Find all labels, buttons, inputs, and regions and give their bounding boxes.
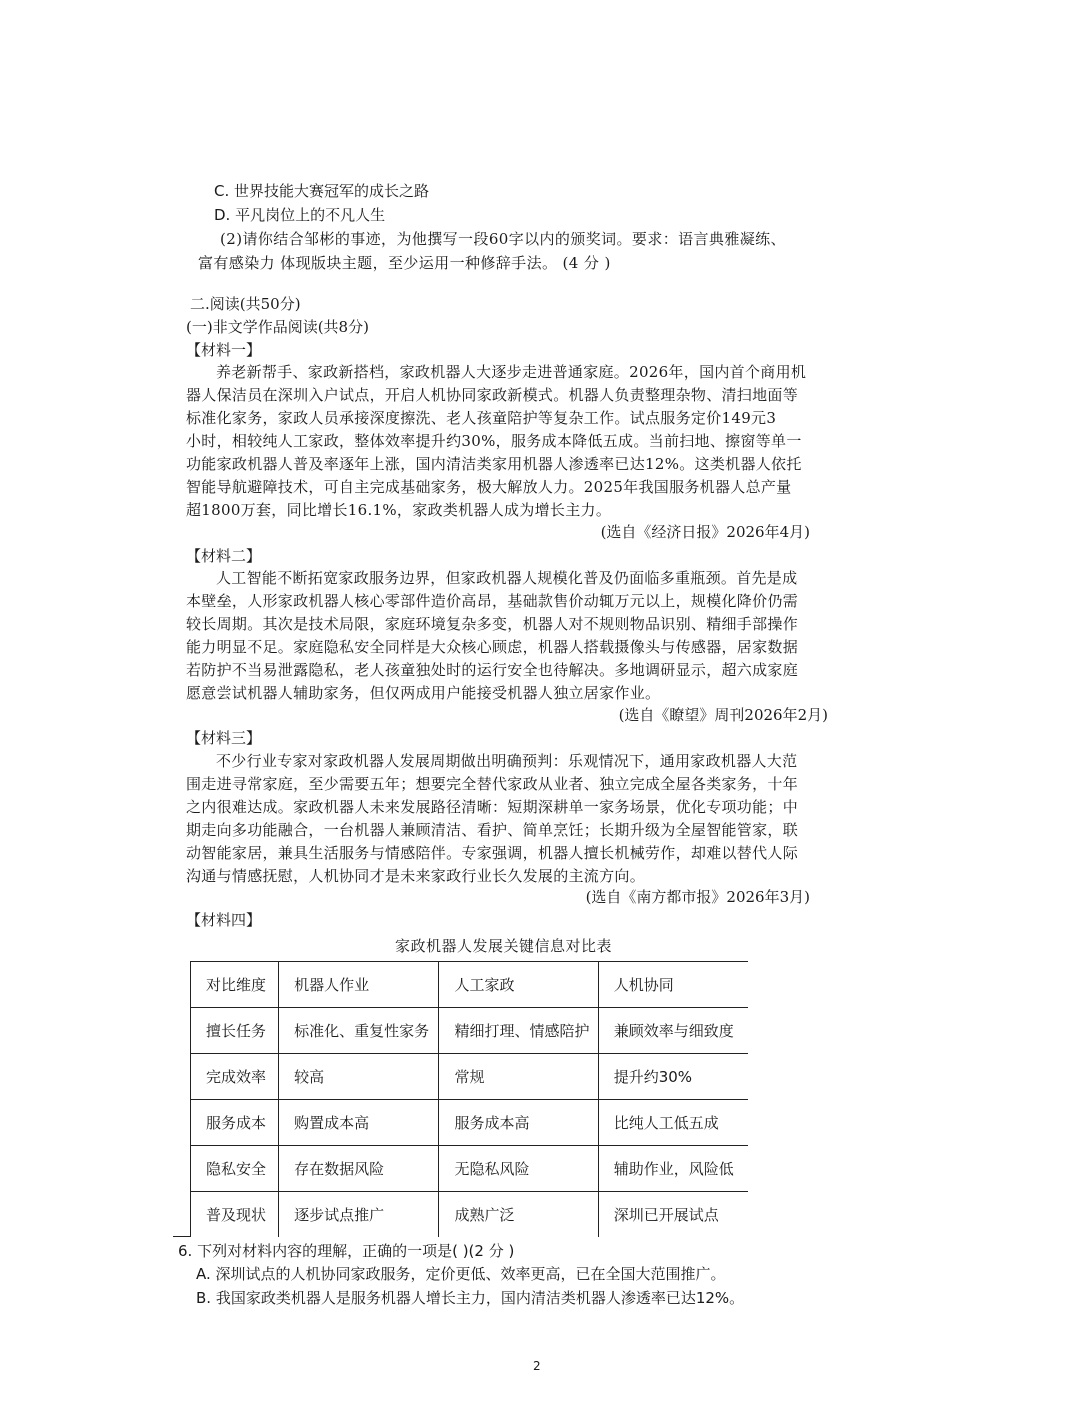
option-c: C. 世界技能大赛冠军的成长之路 (214, 182, 430, 200)
table-row (191, 1008, 749, 1054)
table-cell: 存在数据风险 (279, 1146, 439, 1192)
comparison-table (190, 961, 748, 1237)
table-header-cell: 对比维度 (191, 962, 279, 1008)
table-corner-line (173, 1236, 191, 1237)
table-cell: 深圳已开展试点 (598, 1192, 748, 1238)
table-header-row (191, 962, 749, 1008)
table-cell: 无隐私风险 (439, 1146, 598, 1192)
material-1-line: 功能家政机器人普及率逐年上涨，国内清洁类家用机器人渗透率已达12%。这类机器人依托 (186, 455, 802, 473)
material-4-label: 【材料四】 (186, 911, 262, 929)
table-cell: 成熟广泛 (439, 1192, 598, 1238)
material-2-line: 较长周期。其次是技术局限，家庭环境复杂多变，机器人对不规则物品识别、精细手部操作 (186, 615, 799, 633)
material-2-source: (选自《瞭望》周刊2026年2月) (618, 706, 828, 724)
material-1-line: 养老新帮手、家政新搭档，家政机器人大逐步走进普通家庭。2026年，国内首个商用机 (216, 363, 807, 381)
table-cell: 隐私安全 (191, 1146, 279, 1192)
material-3-line: 期走向多功能融合，一台机器人兼顾清洁、看护、简单烹饪；长期升级为全屋智能管家，联 (186, 821, 799, 839)
material-2-paragraph (186, 567, 836, 705)
table-cell: 常规 (439, 1054, 598, 1100)
material-1-paragraph (186, 361, 836, 522)
table-cell: 购置成本高 (279, 1100, 439, 1146)
table-cell: 精细打理、情感陪护 (439, 1008, 598, 1054)
table-cell: 比纯人工低五成 (598, 1100, 748, 1146)
material-2-line: 若防护不当易泄露隐私，老人孩童独处时的运行安全也待解决。多地调研显示，超六成家庭 (186, 661, 799, 679)
table-cell: 普及现状 (191, 1192, 279, 1238)
option-d: D. 平凡岗位上的不凡人生 (214, 206, 386, 224)
question-2-line-1: (2)请你结合邹彬的事迹，为他撰写一段60字以内的颁奖词。要求：语言典雅凝练、 (220, 230, 786, 248)
material-2-line: 愿意尝试机器人辅助家务，但仅两成用户能接受机器人独立居家作业。 (186, 684, 661, 702)
material-2-line: 人工智能不断拓宽家政服务边界，但家政机器人规模化普及仍面临多重瓶颈。首先是成 (216, 569, 798, 587)
material-2-label: 【材料二】 (186, 547, 262, 565)
table-cell: 完成效率 (191, 1054, 279, 1100)
table-cell: 逐步试点推广 (279, 1192, 439, 1238)
material-3-line: 沟通与情感抚慰，人机协同才是未来家政行业长久发展的主流方向。 (186, 867, 646, 885)
material-1-line: 标准化家务，家政人员承接深度擦洗、老人孩童陪护等复杂工作。试点服务定价149元3 (186, 409, 777, 427)
table-row (191, 1054, 749, 1100)
material-1-line: 超1800万套，同比增长16.1%，家政类机器人成为增长主力。 (186, 501, 612, 519)
material-3-line: 动智能家居，兼具生活服务与情感陪伴。专家强调，机器人擅长机械劳作，却难以替代人际 (186, 844, 799, 862)
material-3-line: 不少行业专家对家政机器人发展周期做出明确预判：乐观情况下，通用家政机器人大范 (216, 752, 798, 770)
material-3-paragraph (186, 750, 836, 888)
table-cell: 服务成本 (191, 1100, 279, 1146)
question-6-stem: 6. 下列对材料内容的理解，正确的一项是( )(2 分 ) (178, 1242, 515, 1260)
material-2-line: 能力明显不足。家庭隐私安全同样是大众核心顾虑，机器人搭载摄像头与传感器，居家数据 (186, 638, 799, 656)
material-3-line: 围走进寻常家庭，至少需要五年；想要完全替代家政从业者、独立完成全屋各类家务，十年 (186, 775, 799, 793)
material-2-line: 本壁垒，人形家政机器人核心零部件造价高昂，基础款售价动辄万元以上，规模化降价仍需 (186, 592, 799, 610)
section-subtitle: (一)非文学作品阅读(共8分) (186, 318, 369, 336)
material-3-line: 之内很难达成。家政机器人未来发展路径清晰：短期深耕单一家务场景，优化专项功能；中 (186, 798, 799, 816)
table-cell: 较高 (279, 1054, 439, 1100)
table-cell: 辅助作业，风险低 (598, 1146, 748, 1192)
table-cell: 兼顾效率与细致度 (598, 1008, 748, 1054)
table-header-cell: 人工家政 (439, 962, 598, 1008)
table-row (191, 1192, 749, 1238)
table-cell: 服务成本高 (439, 1100, 598, 1146)
table-cell: 标准化、重复性家务 (279, 1008, 439, 1054)
question-2-line-2: 富有感染力 体现版块主题，至少运用一种修辞手法。 (4 分 ) (198, 254, 611, 272)
table-header-cell: 机器人作业 (279, 962, 439, 1008)
section-title: 二.阅读(共50分) (190, 295, 301, 313)
material-1-label: 【材料一】 (186, 341, 262, 359)
material-1-line: 小时，相较纯人工家政，整体效率提升约30%，服务成本降低五成。当前扫地、擦窗等单一 (186, 432, 802, 450)
table-title: 家政机器人发展关键信息对比表 (395, 937, 613, 955)
material-1-line: 智能导航避障技术，可自主完成基础家务，极大解放人力。2025年我国服务机器人总产量 (186, 478, 792, 496)
question-6-option-a: A. 深圳试点的人机协同家政服务，定价更低、效率更高，已在全国大范围推广。 (196, 1265, 726, 1283)
table-row (191, 1146, 749, 1192)
material-3-source: (选自《南方都市报》2026年3月) (585, 888, 810, 906)
material-1-source: (选自《经济日报》2026年4月) (600, 523, 810, 541)
table-cell: 擅长任务 (191, 1008, 279, 1054)
question-6-option-b: B. 我国家政类机器人是服务机器人增长主力，国内清洁类机器人渗透率已达12%。 (196, 1289, 745, 1307)
page-number: 2 (533, 1359, 541, 1373)
table-cell: 提升约30% (598, 1054, 748, 1100)
table-row (191, 1100, 749, 1146)
table-header-cell: 人机协同 (598, 962, 748, 1008)
material-3-label: 【材料三】 (186, 729, 262, 747)
material-1-line: 器人保洁员在深圳入户试点，开启人机协同家政新模式。机器人负责整理杂物、清扫地面等 (186, 386, 799, 404)
